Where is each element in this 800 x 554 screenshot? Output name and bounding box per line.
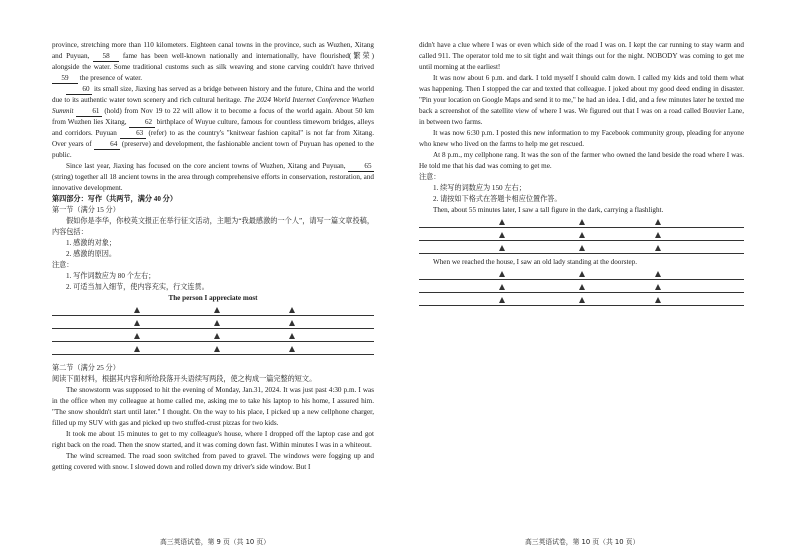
story-paragraph: The wind screamed. The road soon switched from paved to gravel. The windows were fogging up and getting covered with snow. I slowed down and rolled down my driver's side window. But I [52,452,374,471]
writing-title: The person I appreciate most [168,294,258,302]
triangle-marker-icon [499,297,505,303]
story-paragraph: It was now about 6 p.m. and dark. I told myself I should calm down. I called my kids and told them what was happening. Then I stopped the car and texted that colleague. I joked about my good deed ending in disaster. "Pin your location on Google Maps and send it to me," he had an idea. I did, and a few minutes later he texted me back a screenshot of the satellite view of where I was. We figured out that I was on a road called Bouvier Lane, in between two farms. [419,74,744,126]
task-item: 2. 感激的原因。 [66,250,116,258]
task-item: 1. 感激的对象； [66,239,116,247]
note-item: 2. 可适当加入细节，使内容充实，行文连贯。 [66,283,209,291]
subsection-heading: 第一节（满分 15 分） [52,206,120,214]
page-footer: 高三英语试卷，第 9 页（共 10 页） [160,538,270,546]
triangle-marker-icon [289,307,295,313]
task-prompt: 假如你是李华，你校英文报正在举行征文活动，主题为“我最感激的一个人”，请写一篇文章投稿，内容包括： [52,217,374,236]
writing-line[interactable] [52,306,374,316]
story-paragraph: It was now 6:30 p.m. I posted this new information to my Facebook community group, pleading for anyone who knew who lived on the farms to help me get rescued. [419,129,744,148]
writing-line[interactable] [419,270,744,280]
note-item: 1. 续写的词数应为 150 左右； [433,184,526,192]
triangle-marker-icon [499,245,505,251]
triangle-marker-icon [289,333,295,339]
section-heading: 第四部分：写作（共两节，满分 40 分） [52,195,177,203]
triangle-marker-icon [579,284,585,290]
note-item: 2. 请按如下格式在答题卡相应位置作答。 [433,195,562,203]
blank-60[interactable]: 60 [66,85,92,95]
triangle-marker-icon [214,346,220,352]
triangle-marker-icon [214,320,220,326]
continuation-start-2: When we reached the house, I saw an old lady standing at the doorstep. [433,258,638,266]
triangle-marker-icon [134,333,140,339]
blank-62[interactable]: 62 [129,118,155,128]
triangle-marker-icon [579,271,585,277]
triangle-marker-icon [134,320,140,326]
triangle-marker-icon [134,307,140,313]
note-label: 注意： [419,173,441,181]
passage-paragraph: province, stretching more than 110 kilometers. Eighteen canal towns in the province, such as Wuzhen, Xitang and Puyuan, 58 fame has been well-known nationally and internationally, have flourished(繁荣) alongside the water. Some traditional customs such as silk weaving and stone carving couldn't have thrived 59 the presence of water. [52,41,375,82]
left-page [52,40,374,473]
triangle-marker-icon [655,232,661,238]
blank-64[interactable]: 64 [94,140,120,150]
blank-59[interactable]: 59 [52,74,78,84]
triangle-marker-icon [499,271,505,277]
triangle-marker-icon [499,232,505,238]
triangle-marker-icon [655,284,661,290]
writing-line[interactable] [52,319,374,329]
triangle-marker-icon [499,284,505,290]
writing-lines[interactable] [52,306,374,355]
writing-line[interactable] [419,231,744,241]
triangle-marker-icon [655,271,661,277]
writing-line[interactable] [419,218,744,228]
story-paragraph: The snowstorm was supposed to hit the evening of Monday, Jan.31, 2024. It was just past 4:30 p.m. I was in the office when my colleague at home called me, asking me to take his laptop to his home, I assured him. "The snow shouldn't start until later." I thought. On the way to his place, I picked up a new cellphone charger, filled up my SUV with gas and picked up two stuffed-crust pizzas for two kids. [52,386,374,427]
passage-paragraph: 60 its small size, Jiaxing has served as a bridge between history and the future, China and the world due to its authentic water town scenery and rich cultural heritage. The 2024 World Internet Conference Wuzhen Summit 61 (hold) from Nov 19 to 22 will allow it to become a focus of the world again. About 50 km from Wuzhen lies Xitang, 62 birthplace of Wuyue culture, famous for countless timeworn bridges, alleys and corridors. Puyuan 63 (refer) to as the country's "knitwear fashion capital" is not far from Xitang. Over years of 64 (preserve) and development, the fashionable ancient town of Puyuan has opened to the public. [52,85,374,159]
writing-line[interactable] [419,296,744,306]
passage-paragraph: Since last year, Jiaxing has focused on the core ancient towns of Wuzhen, Xitang and Puyuan, 65 (string) together all 18 ancient towns in the area through comprehensive efforts in conservation, restoration, and innovative development. [52,162,374,192]
right-page [419,40,744,309]
triangle-marker-icon [289,346,295,352]
subsection-heading: 第二节（满分 25 分） [52,364,120,372]
triangle-marker-icon [655,219,661,225]
task-prompt: 阅读下面材料，根据其内容和所给段落开头语续写两段，使之构成一篇完整的短文。 [52,375,317,383]
blank-58[interactable]: 58 [93,52,119,62]
triangle-marker-icon [655,245,661,251]
writing-line[interactable] [419,244,744,254]
triangle-marker-icon [579,245,585,251]
triangle-marker-icon [214,307,220,313]
writing-line[interactable] [419,283,744,293]
story-paragraph: It took me about 15 minutes to get to my colleague's house, where I dropped off the laptop case and got right back on the road. Then the snow started, and it was coming down fast. Within minutes I was in a whiteout. [52,430,374,449]
writing-lines[interactable] [419,218,744,254]
blank-65[interactable]: 65 [348,162,374,172]
story-paragraph: didn't have a clue where I was or even which side of the road I was on. I kept the car running to stay warm and called 911. The operator told me to sit tight and wait things out for the night. NOBODY was coming to get me until morning at the earliest! [419,41,744,71]
note-label: 注意： [52,261,74,269]
story-paragraph: At 8 p.m., my cellphone rang. It was the son of the farmer who owned the land beside the road where I was. He told me that his dad was coming to get me. [419,151,744,170]
triangle-marker-icon [289,320,295,326]
triangle-marker-icon [579,219,585,225]
blank-63[interactable]: 63 [120,129,146,139]
triangle-marker-icon [579,297,585,303]
writing-line[interactable] [52,345,374,355]
note-item: 1. 写作词数应为 80 个左右； [66,272,156,280]
triangle-marker-icon [499,219,505,225]
writing-line[interactable] [52,332,374,342]
triangle-marker-icon [214,333,220,339]
writing-lines[interactable] [419,270,744,306]
triangle-marker-icon [134,346,140,352]
blank-61[interactable]: 61 [76,107,102,117]
triangle-marker-icon [655,297,661,303]
continuation-start-1: Then, about 55 minutes later, I saw a tall figure in the dark, carrying a flashlight. [433,206,664,214]
page-footer: 高三英语试卷，第 10 页（共 10 页） [525,538,640,546]
triangle-marker-icon [579,232,585,238]
